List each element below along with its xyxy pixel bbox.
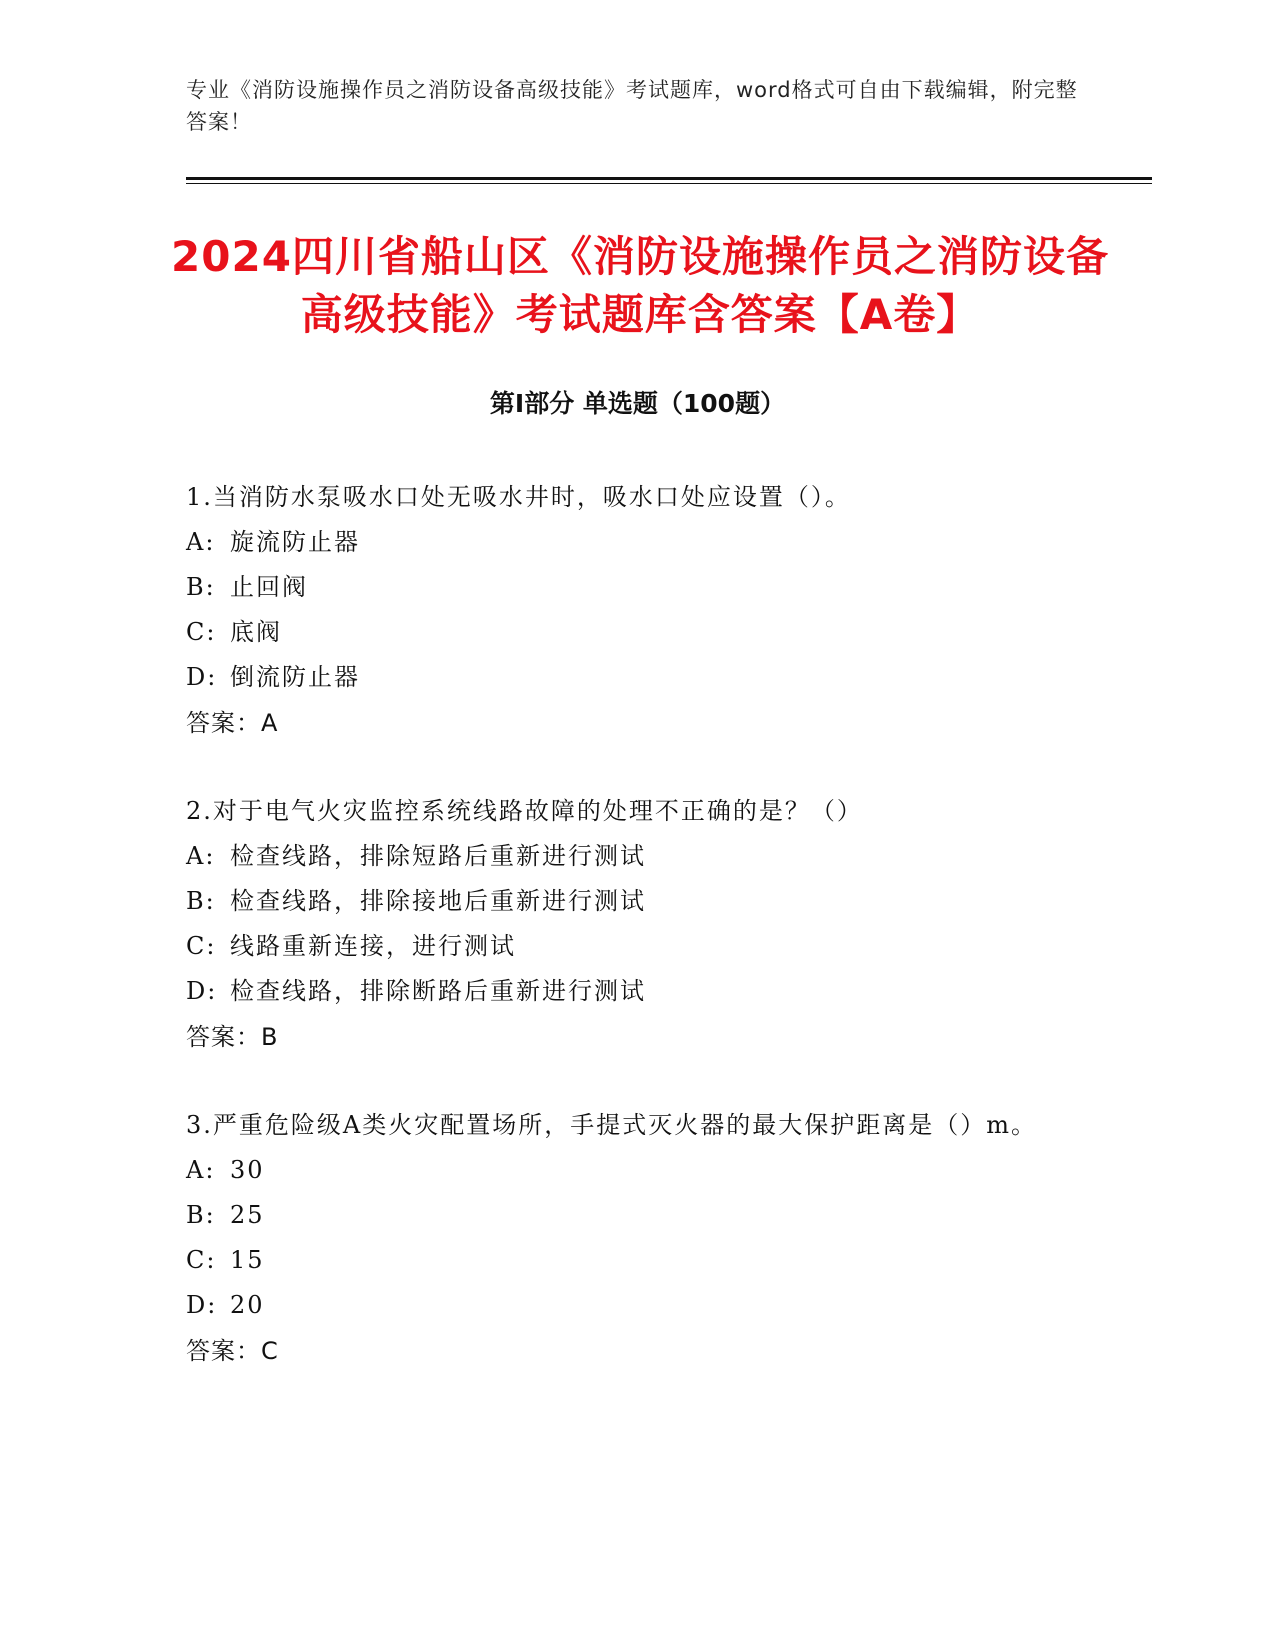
option-letter: B: <box>186 887 216 915</box>
option-d <box>186 655 1066 700</box>
header-rule-thick <box>186 177 1152 180</box>
document-title: 2024四川省船山区《消防设施操作员之消防设备高级技能》考试题库含答案【A卷】 <box>171 232 1109 339</box>
option-letter: A: <box>186 842 216 870</box>
option-b <box>186 1193 1066 1238</box>
question-list <box>186 474 1066 1416</box>
question-2 <box>186 788 1066 1060</box>
option-c <box>186 610 1066 655</box>
option-d <box>186 1283 1066 1328</box>
option-text: 旋流防止器 <box>230 528 360 556</box>
option-text: 线路重新连接，进行测试 <box>230 932 516 960</box>
option-text: 检查线路，排除接地后重新进行测试 <box>230 887 646 915</box>
answer-line: 答案：B <box>186 1023 279 1051</box>
header-rule-thin <box>186 183 1152 184</box>
question-1 <box>186 474 1066 746</box>
option-letter: A: <box>186 528 216 556</box>
option-a <box>186 520 1066 565</box>
option-letter: B: <box>186 573 216 601</box>
option-a <box>186 834 1066 879</box>
option-text: 15 <box>230 1246 265 1274</box>
option-text: 20 <box>230 1291 265 1319</box>
question-stem: 3.严重危险级A类火灾配置场所，手提式灭火器的最大保护距离是（）m。 <box>186 1111 1037 1139</box>
option-text: 25 <box>230 1201 265 1229</box>
option-text: 倒流防止器 <box>230 663 360 691</box>
option-c <box>186 1238 1066 1283</box>
question-stem: 1.当消防水泵吸水口处无吸水井时，吸水口处应设置（）。 <box>186 483 851 511</box>
option-b <box>186 565 1066 610</box>
option-letter: D: <box>186 977 218 1005</box>
option-letter: C: <box>186 1246 217 1274</box>
option-a <box>186 1148 1066 1193</box>
option-text: 止回阀 <box>230 573 308 601</box>
option-c <box>186 924 1066 969</box>
option-d <box>186 969 1066 1014</box>
option-letter: D: <box>186 663 218 691</box>
option-letter: A: <box>186 1156 216 1184</box>
answer-line: 答案：C <box>186 1337 279 1365</box>
option-letter: D: <box>186 1291 218 1319</box>
option-letter: C: <box>186 932 217 960</box>
option-letter: C: <box>186 618 217 646</box>
answer-line: 答案：A <box>186 709 279 737</box>
option-text: 检查线路，排除短路后重新进行测试 <box>230 842 646 870</box>
header-note: 专业《消防设施操作员之消防设备高级技能》考试题库，word格式可自由下载编辑，附完整答案！ <box>186 78 1078 134</box>
section-heading: 第Ⅰ部分 单选题（100题） <box>489 389 786 418</box>
question-stem: 2.对于电气火灾监控系统线路故障的处理不正确的是？（） <box>186 797 863 825</box>
option-text: 检查线路，排除断路后重新进行测试 <box>230 977 646 1005</box>
option-text: 30 <box>230 1156 265 1184</box>
question-3 <box>186 1102 1066 1374</box>
option-text: 底阀 <box>230 618 282 646</box>
option-letter: B: <box>186 1201 216 1229</box>
option-b <box>186 879 1066 924</box>
